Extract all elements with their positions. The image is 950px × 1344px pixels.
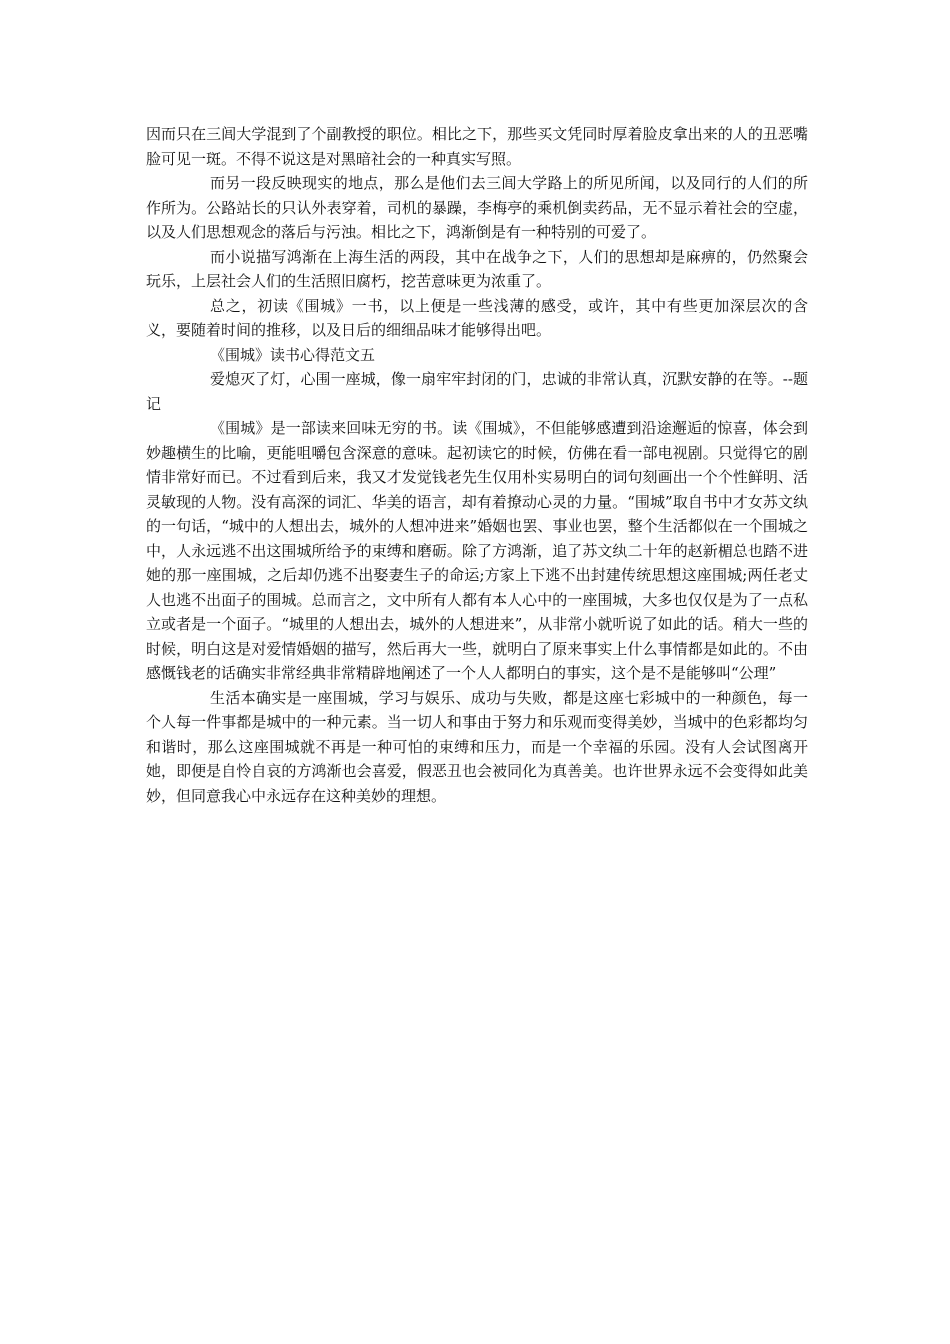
paragraph-fortress-besieged: 《围城》是一部读来回味无穷的书。读《围城》，不但能够感遭到沿途邂逅的惊喜，体会到妙趣横生的比喻，更能咀嚼包含深意的意味。起初读它的时候，仿佛在看一部电视剧。只觉得它的剧情非常好而已。不过看到后来，我又才发觉钱老先生仅用朴实易明白的词句刻画出一个个性鲜明、活灵敏现的人物。没有高深的词汇、华美的语言，却有着撩动心灵的力量。“围城”取自书中才女苏文纨的一句话，“城中的人想出去，城外的人想冲进来”婚姻也罢、事业也罢，整个生活都似在一个围城之中，人永远逃不出这围城所给予的束缚和磨砺。除了方鸿渐，追了苏文纨二十年的赵新楣总也踏不进她的那一座围城，之后却仍逃不出娶妻生子的命运;方家上下逃不出封建传统思想这座围城;两任老丈人也逃不出面子的围城。总而言之，文中所有人都有本人心中的一座围城，大多也仅仅是为了一点私立或者是一个面子。“城里的人想出去，城外的人想进来”，从非常小就听说了如此的话。稍大一些的时候，明白这是对爱情婚姻的描写，然后再大一些，就明白了原来事实上什么事情都是如此的。不由感慨钱老的话确实非常经典非常精辟地阐述了一个人人都明白的事实，这个是不是能够叫“公理” bbox=[146, 419, 808, 682]
document-body bbox=[146, 122, 808, 808]
paragraph-continuation: 因而只在三闾大学混到了个副教授的职位。相比之下，那些买文凭同时厚着脸皮拿出来的人的丑恶嘴脸可见一斑。不得不说这是对黑暗社会的一种真实写照。 bbox=[146, 125, 808, 168]
section-heading: 《围城》读书心得范文五 bbox=[210, 345, 376, 364]
paragraph-conclusion: 总之，初读《围城》一书，以上便是一些浅薄的感受，或许，其中有些更加深层次的含义，要随着时间的推移，以及日后的细细品味才能够得出吧。 bbox=[146, 296, 808, 339]
paragraph-shanghai: 而小说描写鸿渐在上海生活的两段，其中在战争之下，人们的思想却是麻痹的，仍然聚会玩乐，上层社会人们的生活照旧腐朽，挖苦意味更为浓重了。 bbox=[146, 247, 808, 290]
epigraph: 爱熄灭了灯，心围一座城，像一扇牢牢封闭的门，忠诚的非常认真，沉默安静的在等。--题记 bbox=[146, 370, 808, 413]
paragraph-life-as-city: 生活本确实是一座围城，学习与娱乐、成功与失败，都是这座七彩城中的一种颜色，每一个人每一件事都是城中的一种元素。当一切人和事由于努力和乐观而变得美妙，当城中的色彩都均匀和谐时，那么这座围城就不再是一种可怕的束缚和压力，而是一个幸福的乐园。没有人会试图离开她，即便是自怜自哀的方鸿渐也会喜爱，假恶丑也会被同化为真善美。也许世界永远不会变得如此美妙，但同意我心中永远存在这种美妙的理想。 bbox=[146, 688, 808, 805]
paragraph-journey: 而另一段反映现实的地点，那么是他们去三闾大学路上的所见所闻，以及同行的人们的所作所为。公路站长的只认外表穿着，司机的暴躁，李梅亭的乘机倒卖药品，无不显示着社会的空虚，以及人们思想观念的落后与污浊。相比之下，鸿渐倒是有一种特别的可爱了。 bbox=[146, 174, 808, 241]
